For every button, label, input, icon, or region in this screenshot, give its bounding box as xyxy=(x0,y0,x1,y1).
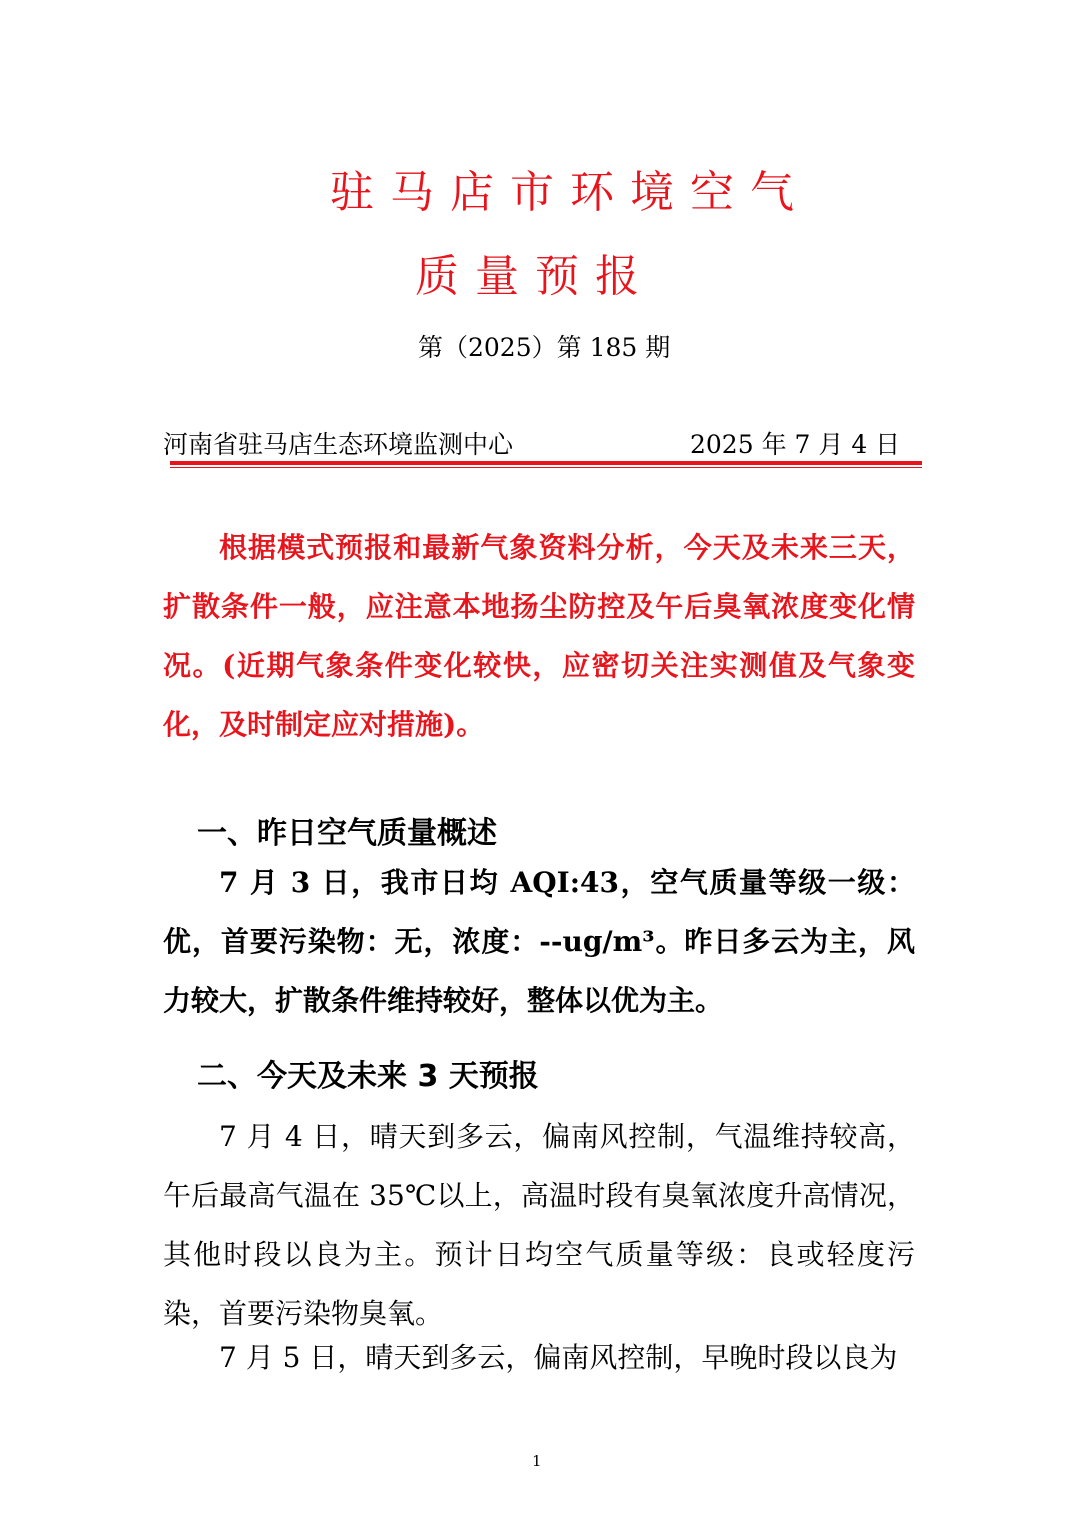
section-heading-forecast: 二、今天及未来 3 天预报 xyxy=(197,1059,539,1094)
document-title-line2: 质量预报 xyxy=(415,251,655,302)
issuing-organization: 河南省驻马店生态环境监测中心 xyxy=(163,430,514,459)
page-number: 1 xyxy=(532,1452,542,1470)
forecast-paragraph-day2: 7 月 5 日，晴天到多云，偏南风控制，早晚时段以良为 xyxy=(219,1341,898,1374)
section-heading-yesterday: 一、昨日空气质量概述 xyxy=(197,816,497,851)
document-title-line1: 驻马店市环境空气 xyxy=(330,167,810,218)
issue-date: 2025 年 7 月 4 日 xyxy=(690,430,901,459)
header-divider-thick xyxy=(170,461,922,465)
yesterday-summary-paragraph: 7 月 3 日，我市日均 AQI:43，空气质量等级一级：优，首要污染物：无，浓度：--ug/m³。昨日多云为主，风力较大，扩散条件维持较好，整体以优为主。 xyxy=(163,866,915,1017)
header-divider-thin xyxy=(170,467,922,468)
issue-number: 第（2025）第 185 期 xyxy=(418,333,671,362)
forecast-paragraph-day1: 7 月 4 日，晴天到多云，偏南风控制，气温维持较高，午后最高气温在 35℃以上，高温时段有臭氧浓度升高情况，其他时段以良为主。预计日均空气质量等级：良或轻度污染，首要污染物臭氧。 xyxy=(163,1120,915,1330)
intro-paragraph: 根据模式预报和最新气象资料分析，今天及未来三天，扩散条件一般，应注意本地扬尘防控及午后臭氧浓度变化情况。(近期气象条件变化较快，应密切关注实测值及气象变化，及时制定应对措施)。 xyxy=(163,531,915,741)
